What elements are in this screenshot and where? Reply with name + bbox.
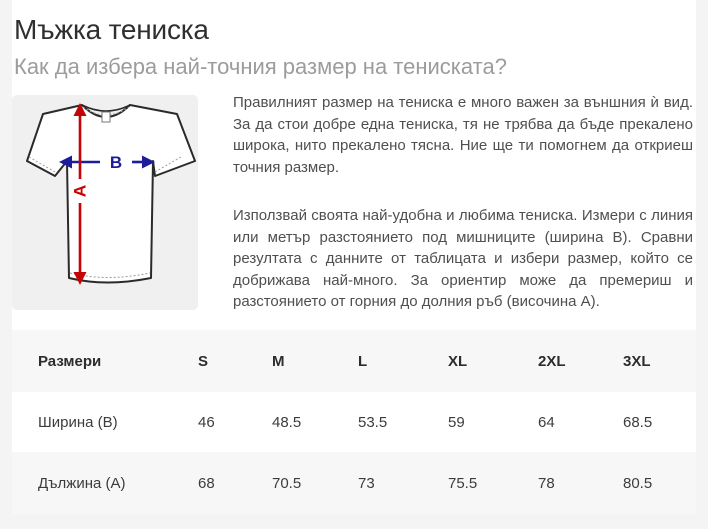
tshirt-outline-icon [27, 105, 195, 283]
label-a: A [70, 184, 90, 198]
tshirt-diagram [12, 95, 198, 310]
column-header-m: M [272, 352, 285, 370]
collar-tag [102, 112, 110, 122]
intro-text [233, 92, 693, 313]
size-table-header-row [12, 330, 696, 392]
width-value-3xl: 68.5 [623, 413, 653, 431]
width-value-l: 53.5 [358, 413, 388, 431]
content-card [12, 0, 696, 514]
intro-paragraph-2: Използвай своята най-удобна и любима тениска. Измери с линия или метър разстоянието под мишниците (ширина B). Сравни резултата с данните от таблицата и избери размер, който се добрижава най-много. За ориентир може да премериш и разстоянието от горния до долния ръб (височина A). [233, 207, 693, 310]
table-row-length [12, 452, 696, 514]
page-title: Мъжка тениска [14, 14, 209, 45]
width-value-xl: 59 [448, 413, 465, 431]
length-value-2xl: 78 [538, 474, 555, 492]
column-header-s: S [198, 352, 209, 370]
row-label-length: Дължина (А) [38, 474, 126, 492]
label-b: B [109, 153, 123, 172]
width-value-s: 46 [198, 413, 215, 431]
length-value-3xl: 80.5 [623, 474, 653, 492]
table-row-width [12, 392, 696, 452]
length-value-m: 70.5 [272, 474, 302, 492]
width-value-2xl: 64 [538, 413, 555, 431]
length-value-l: 73 [358, 474, 375, 492]
length-value-xl: 75.5 [448, 474, 478, 492]
width-value-m: 48.5 [272, 413, 302, 431]
page-subtitle: Как да избера най-точния размер на тениската? [14, 54, 507, 79]
length-value-s: 68 [198, 474, 215, 492]
column-header-xl: XL [448, 352, 468, 370]
intro-paragraph-1: Правилният размер на тениска е много важен за външния ѝ вид. За да стои добре една тениска, тя не трябва да бъде прекалено широка, нито прекалено тясна. Ние ще ти помогнем да откриеш точния размер. [233, 94, 693, 176]
column-header-l: L [358, 352, 368, 370]
size-table [12, 330, 696, 514]
row-label-width: Ширина (B) [38, 413, 118, 431]
column-header-2xl: 2XL [538, 352, 566, 370]
column-header-3xl: 3XL [623, 352, 651, 370]
tshirt-measurement-illustration [12, 95, 198, 310]
column-header-sizes: Размери [38, 352, 102, 370]
